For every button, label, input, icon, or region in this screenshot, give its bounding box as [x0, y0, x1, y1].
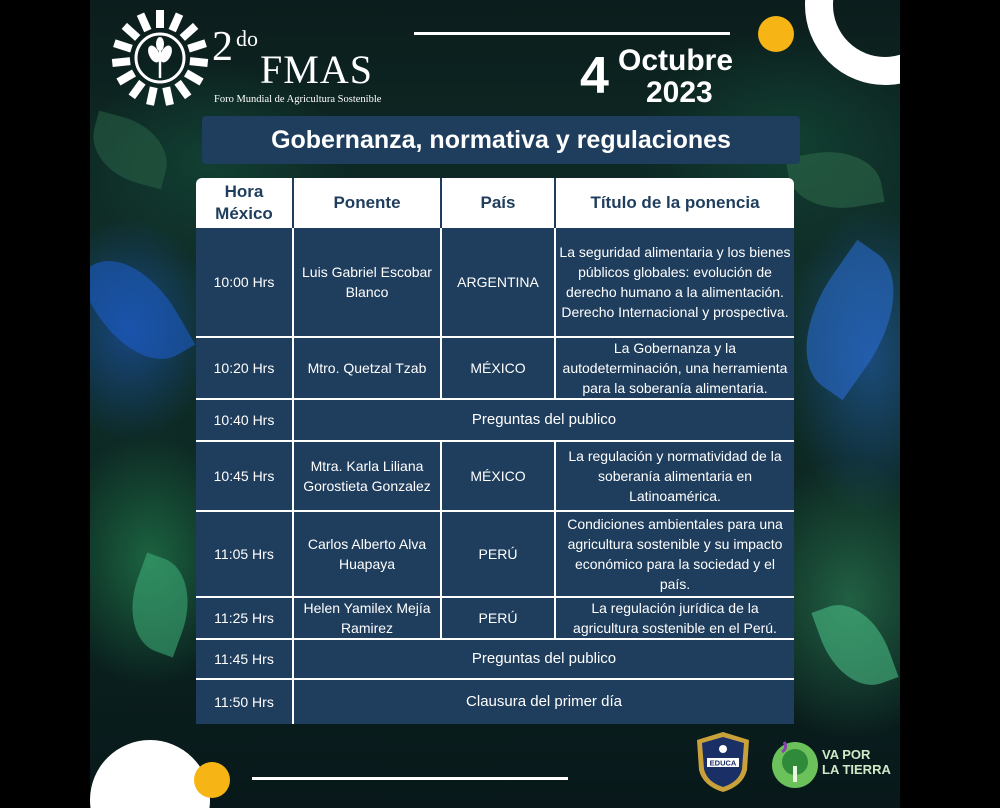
poster [90, 0, 900, 808]
speaker-cell: Luis Gabriel Escobar Blanco [294, 228, 442, 338]
divider-line [252, 777, 568, 780]
talk-cell: La regulación jurídica de la agricultura sostenible en el Perú. [556, 598, 794, 640]
talk-cell: La seguridad alimentaria y los bienes públicos globales: evolución de derecho humano a la alimentación. Derecho Internacional y prospectiva. [556, 228, 794, 338]
country-cell: PERÚ [442, 598, 556, 640]
leaf-decoration [116, 552, 203, 657]
table-row [196, 640, 794, 680]
span-cell: Preguntas del publico [294, 640, 794, 680]
table-row [196, 512, 794, 598]
yellow-dot-decoration [194, 762, 230, 798]
corner-ring-decoration [805, 0, 900, 85]
header-speaker: Ponente [294, 178, 442, 228]
leaf-decoration [777, 240, 900, 401]
date-month: Octubre [618, 44, 734, 77]
date-year: 2023 [646, 76, 713, 109]
country-cell: MÉXICO [442, 442, 556, 512]
logo-subtitle: Foro Mundial de Agricultura Sostenible [214, 94, 382, 105]
country-cell: MÉXICO [442, 338, 556, 400]
time-cell: 11:45 Hrs [196, 640, 294, 680]
educa-shield-icon [693, 730, 753, 794]
partner-line2: LA TIERRA [822, 762, 891, 777]
time-cell: 11:50 Hrs [196, 680, 294, 724]
tree-logo-icon [770, 738, 820, 790]
table-row [196, 680, 794, 724]
table-row [196, 338, 794, 400]
time-cell: 10:00 Hrs [196, 228, 294, 338]
logo-superscript: do [236, 26, 258, 51]
table-row [196, 400, 794, 442]
table-row [196, 598, 794, 640]
speaker-cell: Mtra. Karla Liliana Gorostieta Gonzalez [294, 442, 442, 512]
yellow-dot-decoration [758, 16, 794, 52]
date-day: 4 [580, 47, 609, 105]
talk-cell: La Gobernanza y la autodeterminación, una herramienta para la soberanía alimentaria. [556, 338, 794, 400]
speaker-cell: Mtro. Quetzal Tzab [294, 338, 442, 400]
va-por-la-tierra-logo [822, 747, 891, 777]
divider-line [414, 32, 730, 35]
schedule-table [196, 178, 794, 724]
page-title: Gobernanza, normativa y regulaciones [202, 116, 800, 164]
logo-name: FMAS [260, 47, 373, 92]
time-cell: 10:20 Hrs [196, 338, 294, 400]
span-cell: Preguntas del publico [294, 400, 794, 442]
talk-cell: Condiciones ambientales para una agricultura sostenible y su impacto económico para la sociedad y el país. [556, 512, 794, 598]
fmas-logo [110, 8, 400, 108]
partner-line1: VA POR [822, 747, 871, 762]
header-talk: Título de la ponencia [556, 178, 794, 228]
speaker-cell: Helen Yamilex Mejía Ramirez [294, 598, 442, 640]
leaf-decoration [811, 592, 898, 697]
header-country: País [442, 178, 556, 228]
leaf-decoration [90, 111, 176, 190]
speaker-cell: Carlos Alberto Alva Huapaya [294, 512, 442, 598]
span-cell: Clausura del primer día [294, 680, 794, 724]
table-row [196, 228, 794, 338]
table-header-row [196, 178, 794, 228]
leaf-decoration [90, 241, 195, 380]
table-row [196, 442, 794, 512]
logo-number: 2 [212, 24, 233, 70]
time-cell: 10:45 Hrs [196, 442, 294, 512]
leaf-decoration [785, 143, 884, 218]
talk-cell: La regulación y normatividad de la soberanía alimentaria en Latinoamérica. [556, 442, 794, 512]
time-cell: 11:05 Hrs [196, 512, 294, 598]
time-cell: 10:40 Hrs [196, 400, 294, 442]
corner-circle-decoration [90, 740, 210, 808]
country-cell: ARGENTINA [442, 228, 556, 338]
sun-wheat-icon [110, 8, 210, 108]
country-cell: PERÚ [442, 512, 556, 598]
educa-label: EDUCA [709, 758, 737, 768]
time-cell: 11:25 Hrs [196, 598, 294, 640]
header-time: Hora México [196, 178, 294, 228]
